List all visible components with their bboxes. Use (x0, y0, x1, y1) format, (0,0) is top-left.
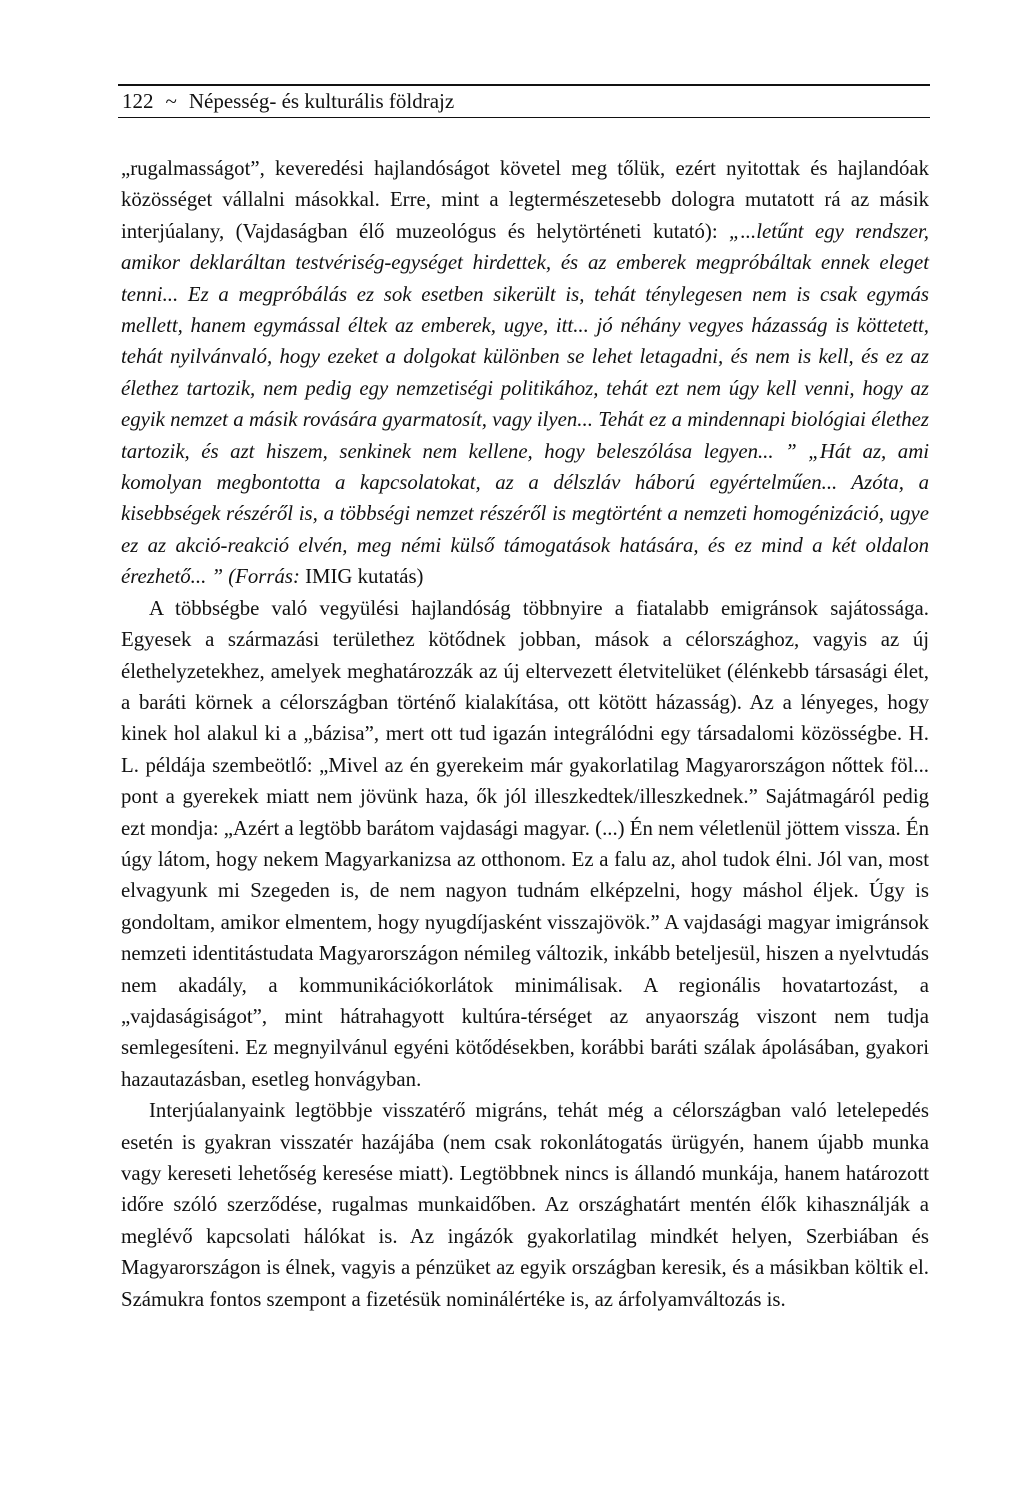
running-head (118, 84, 930, 118)
interview-quote-1: „...letűnt egy rendszer, amikor deklaráltan testvériség-egységet hirdettek, és az emberek megpróbáltak ennek eleget tenni... Ez a megpróbálás ez sok esetben sikerült is, tehát ténylegesen nem is csak egymás mellett, hanem egymással éltek az emberek, ugye, itt... jó néhány vegyes házasság is köttetett, tehát nyilvánvaló, hogy ezeket a dolgokat különben se lehet letagadni, és nem is kell, és ez az élethez tartozik, nem pedig egy nemzetiségi politikához, tehát ezt nem úgy kell venni, hogy az egyik nemzet a másik rovására gyarmatosít, vagy ilyen... Tehát ez a mindennapi biológiai élethez tartozik, és azt hiszem, senkinek nem kellene, hogy beleszólása legyen... ” (121, 219, 929, 463)
source-citation: IMIG kutatás) (299, 565, 424, 589)
paragraph-3: Interjúalanyaink legtöbbje visszatérő migráns, tehát még a célországban való letelepedés esetén is gyakran visszatér hazájába (nem csak rokonlátogatás ürügyén, hanem újabb munka vagy kereseti lehetőség keresése miatt). Legtöbbnek nincs is állandó munkája, hanem határozott időre szóló szerződése, rugalmas munkaidőben. Az országhatárt mentén élők kihasználják a meglévő kapcsolati hálókat is. Az ingázók gyakorlatilag mindkét helyen, Szerbiában és Magyarországon is élnek, vagyis a pénzüket az egyik országban keresik, és a másikban költik el. Számukra fontos szempont a fizetésük nominálértéke is, az árfolyamváltozás is. (121, 1099, 929, 1311)
tilde-separator: ~ (165, 89, 177, 113)
page-body (121, 153, 929, 1315)
paragraph-2: A többségbe való vegyülési hajlandóság többnyire a fiatalabb emigránsok sajátossága. Egyesek a származási területhez kötődnek jobban, mások a célországhoz, vagyis az új élethelyzetekhez, amelyek meghatározzák az új eltervezett életvitelüket (élénkebb társasági élet, a baráti körnek a célországban történő kialakítása, ott kötött házasság). Az a lényeges, hogy kinek hol alakul ki a „bázisa”, mert ott tud igazán integrálódni egy társadalomi közösségbe. H. L. példája szembeötlő: „Mivel az én gyerekeim már gyakorlatilag Magyarországon nőttek föl... pont a gyerekek miatt nem jövünk haza, ők jól illeszkedtek/illeszkednek.” Sajátmagáról pedig ezt mondja: „Azért a legtöbb barátom vajdasági magyar. (...) Én nem véletlenül jöttem vissza. Én úgy látom, hogy nekem Magyarkanizsa az otthonom. Ez a falu az, ahol tudok élni. Jól van, most elvagyunk mi Szegeden is, de nem nagyon tudnám elképzelni, hogy máshol éljek. Úgy is gondoltam, amikor elmentem, hogy nyugdíjasként visszajövök.” A vajdasági magyar imigránsok nemzeti identitástudata Magyarországon némileg változik, inkább beteljesül, hiszen a nyelvtudás nem akadály, a kommunikációkorlátok minimálisak. A regionális hovatartozást, a „vajdaságiságot”, mint hátrahagyott kultúra-térséget az anyaország viszont nem tudja semlegesíteni. Ez megnyilvánul egyéni kötődésekben, korábbi baráti szálak ápolásában, gyakori hazautazásban, esetleg honvágyban. (121, 596, 929, 1091)
paragraph-1-intro: „rugalmasságot”, keveredési hajlandóságot követel meg tőlük, ezért nyitottak és hajlandóak közösséget vállalni másokkal. Erre, mint a legtermészetesebb dologra mutatott rá az másik interjúalany, (Vajdaságban élő muzeológus és helytörténeti kutató): (121, 157, 929, 243)
section-title: Népesség- és kulturális földrajz (188, 89, 455, 113)
paragraph-1 (121, 153, 929, 593)
interview-quote-2: „Hát az, ami komolyan megbontotta a kapcsolatokat, az a délszláv háború egyértelműen... Azóta, a kisebbségek részéről is, a többségi nemzet részéről is megtörtént a nemzeti homogénizáció, ugye ez az akció-reakció elvén, meg némi külső támogatások hatására, és ez mind a két oldalon érezhető... ” (Forrás: (121, 439, 929, 589)
page-number: 122 (122, 89, 154, 113)
